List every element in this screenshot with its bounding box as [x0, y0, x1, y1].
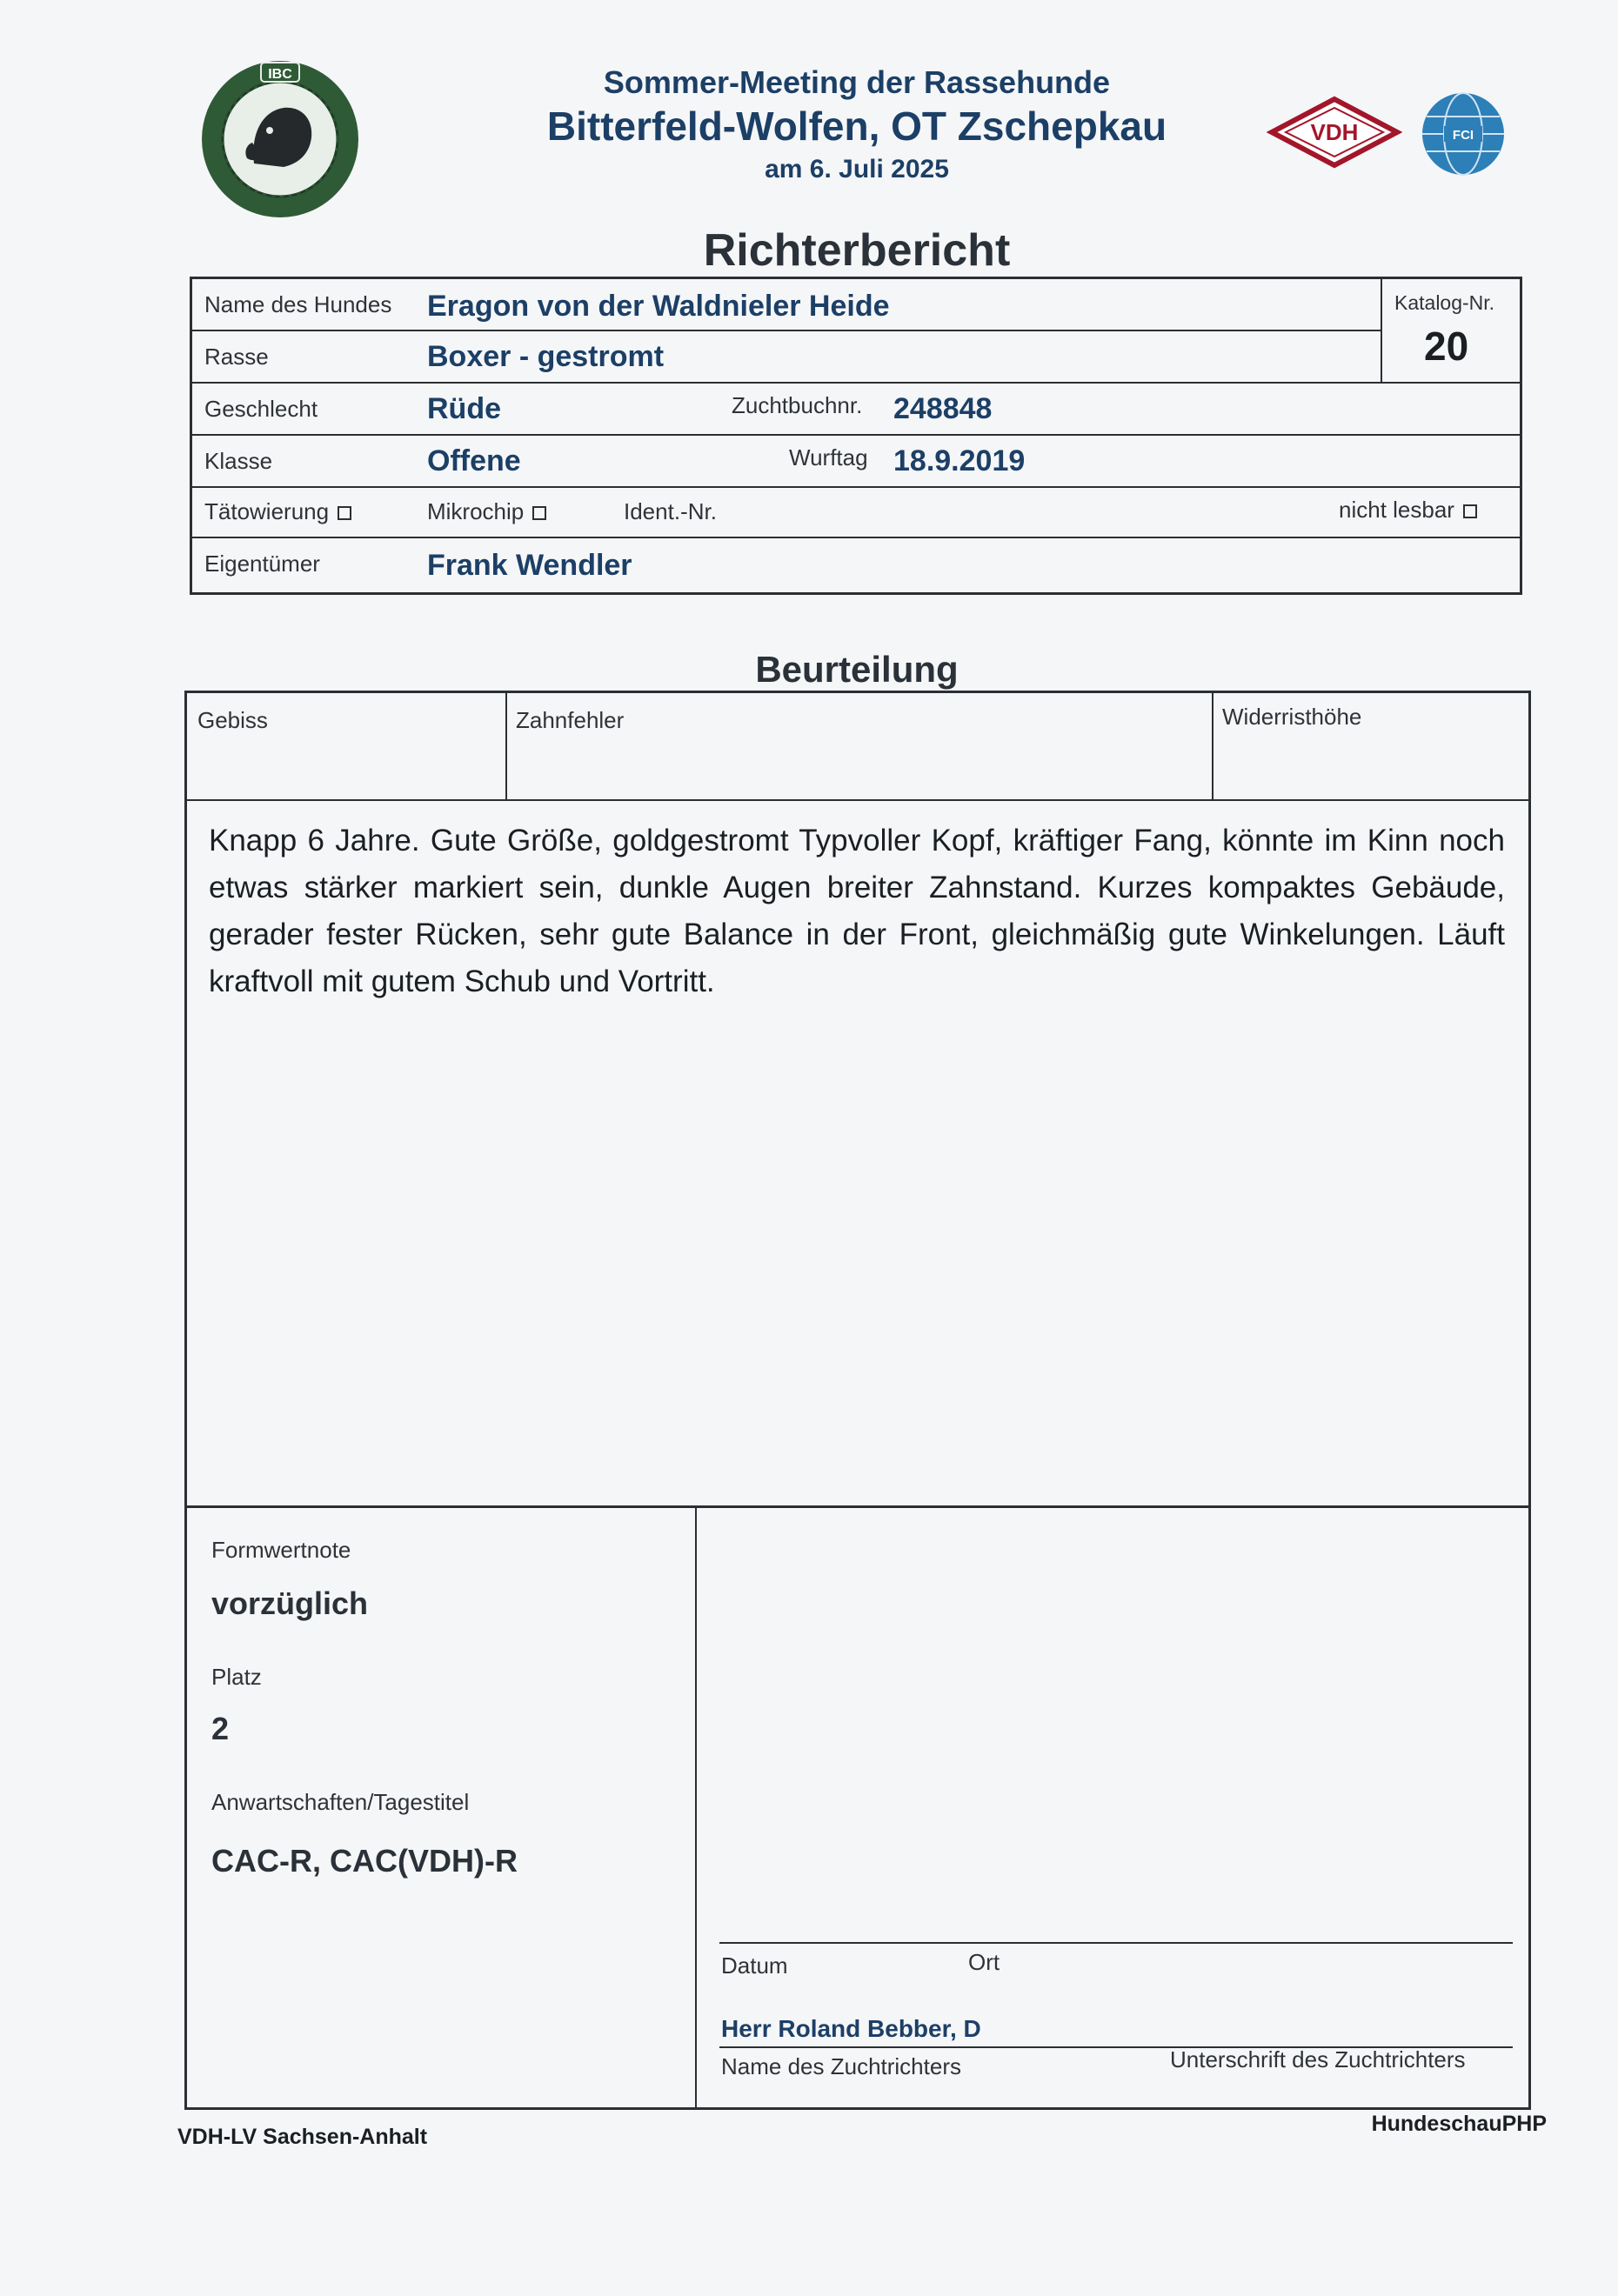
place-value: 2 — [211, 1711, 230, 1746]
titles-label: Anwartschaften/Tagestitel — [211, 1789, 470, 1815]
microchip-option[interactable] — [427, 498, 546, 525]
judge-name-value: Herr Roland Bebber, D — [721, 2015, 981, 2042]
date-label: Datum — [721, 1952, 788, 1979]
place-label: Platz — [211, 1664, 262, 1690]
tattoo-checkbox[interactable] — [338, 506, 351, 520]
sex-label: Geschlecht — [204, 396, 318, 422]
ibc-logo-text: IBC — [268, 67, 292, 82]
breed-label: Rasse — [204, 344, 269, 370]
unreadable-checkbox[interactable] — [1463, 504, 1477, 518]
tattoo-label: Tätowierung — [204, 498, 330, 524]
document-title: Richterbericht — [703, 225, 1011, 276]
dog-name-value: Eragon von der Waldnieler Heide — [427, 290, 890, 323]
titles-value: CAC-R, CAC(VDH)-R — [211, 1843, 518, 1879]
catalog-number-value: 20 — [1424, 324, 1469, 369]
vdh-logo-text: VDH — [1310, 119, 1359, 145]
catalog-number-label: Katalog-Nr. — [1394, 291, 1495, 314]
dog-name-label: Name des Hundes — [204, 291, 392, 317]
judge-report-text: Knapp 6 Jahre. Gute Größe, goldgestromt Typvoller Kopf, kräftiger Fang, könnte im Kinn noch etwas stärker markiert sein, dunkle Augen breiter Zahnstand. Kurzes kompaktes Gebäude, gerader fester Rücken, sehr gute Balance in der Front, gleichmäßig gute Winkelungen. Läuft kraftvoll mit gutem Schub und Vortritt. — [209, 824, 1505, 998]
microchip-label: Mikrochip — [427, 498, 525, 524]
event-location: Bitterfeld-Wolfen, OT Zschepkau — [546, 103, 1167, 149]
tooth-faults-label: Zahnfehler — [516, 707, 625, 733]
studbook-label: Zuchtbuchnr. — [732, 392, 863, 418]
judge-name-label: Name des Zuchtrichters — [721, 2053, 961, 2079]
owner-label: Eigentümer — [204, 551, 320, 577]
tattoo-option[interactable] — [204, 498, 351, 525]
footer-organization: VDH-LV Sachsen-Anhalt — [177, 2125, 428, 2149]
ident-number-label: Ident.-Nr. — [624, 498, 717, 524]
class-label: Klasse — [204, 448, 273, 474]
fci-globe-icon — [1420, 90, 1507, 177]
unreadable-option[interactable] — [1339, 497, 1477, 524]
height-label: Widerristhöhe — [1222, 704, 1362, 730]
birth-date-value: 18.9.2019 — [893, 444, 1026, 477]
place-of-signing-label: Ort — [968, 1949, 1000, 1975]
vdh-logo-icon — [1267, 96, 1402, 169]
event-name: Sommer-Meeting der Rassehunde — [603, 64, 1111, 100]
grade-value: vorzüglich — [211, 1585, 369, 1621]
footer-software: HundeschauPHP — [1371, 2112, 1547, 2136]
judge-signature-label: Unterschrift des Zuchtrichters — [1170, 2046, 1466, 2072]
grade-label: Formwertnote — [211, 1537, 351, 1563]
ibc-logo-icon — [198, 57, 362, 221]
fci-logo-text: FCI — [1452, 128, 1474, 143]
microchip-checkbox[interactable] — [532, 506, 546, 520]
breed-value: Boxer - gestromt — [427, 340, 665, 373]
owner-value: Frank Wendler — [427, 549, 632, 582]
unreadable-label: nicht lesbar — [1339, 497, 1454, 523]
studbook-value: 248848 — [893, 392, 993, 425]
birth-date-label: Wurftag — [789, 444, 868, 471]
class-value: Offene — [427, 444, 521, 477]
teeth-label: Gebiss — [197, 707, 268, 733]
event-date: am 6. Juli 2025 — [765, 155, 949, 184]
sex-value: Rüde — [427, 392, 501, 425]
dog-info-table — [190, 277, 1522, 595]
assessment-title: Beurteilung — [755, 649, 959, 690]
